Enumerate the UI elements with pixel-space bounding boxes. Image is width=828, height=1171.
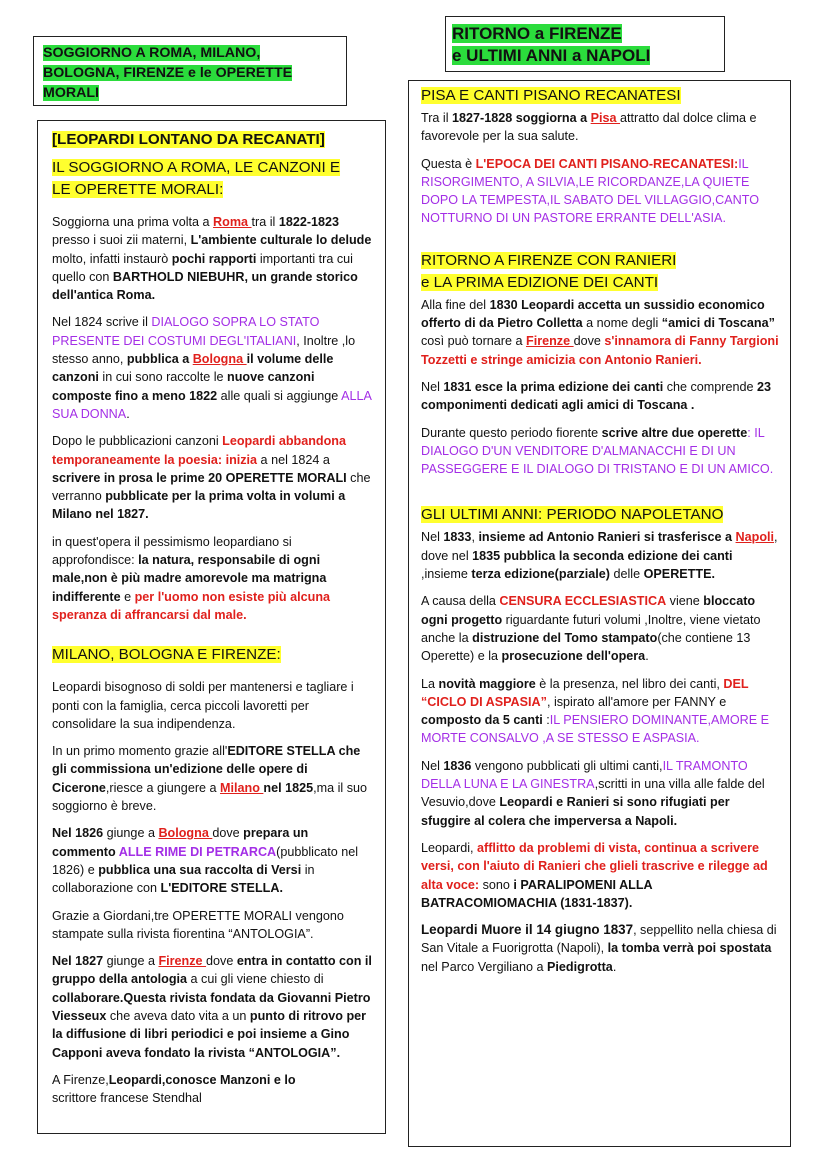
paragraph-pessimism: in quest'opera il pessimismo leopardiano si approfondisce: la natura, responsabile di ogni male,non è più madre amorevole ma matrigna indifferente e per l'uomo non esiste più alcuna speranza di affrancarsi dal male. — [52, 534, 331, 622]
paragraph-colletta: Alla fine del 1830 Leopardi accetta un sussidio economico offerto di da Pietro Colletta a nome degli “amici di Toscana” così può tornare a Firenze dove s'innamora di Fanny Targioni Tozzetti e stringe amicizia con Antonio Ranieri. — [421, 297, 779, 367]
left-title-box — [33, 36, 347, 106]
section-milano-heading: MILANO, BOLOGNA E FIRENZE: — [52, 646, 281, 664]
section-rome-heading-l1: IL SOGGIORNO A ROMA, LE CANZONI E — [52, 159, 341, 176]
section-napoli-heading: GLI ULTIMI ANNI: PERIODO NAPOLETANO — [421, 506, 724, 524]
paragraph-paralipomeni: Leopardi, afflitto da problemi di vista, continua a scrivere versi, con l'aiuto di Ranieri che glieli trascrive e rilegge ad alta voce: sono i PARALIPOMENI ALLA BATRACOMIOMACHIA (1831-1837). — [421, 840, 768, 910]
section-pisa-heading: PISA E CANTI PISANO RECANATESI — [421, 87, 681, 104]
paragraph-death: Leopardi Muore il 14 giugno 1837, seppellito nella chiesa di San Vitale a Fuorigrotta (Napoli), la tomba verrà poi spostata nel Parco Vergiliano a Piedigrotta. — [421, 922, 777, 974]
paragraph-giordani: Grazie a Giordani,tre OPERETTE MORALI vengono stampate sulla rivista fiorentina “ANTOLOGIA”. — [52, 908, 344, 941]
section-ranieri-heading-l1: RITORNO A FIRENZE CON RANIERI — [421, 251, 677, 269]
left-title-line3: MORALI — [43, 85, 99, 101]
right-title-line2: e ULTIMI ANNI a NAPOLI — [452, 46, 651, 65]
paragraph-stella: In un primo momento grazie all'EDITORE STELLA che gli commissiona un'edizione delle opere di Cicerone,riesce a giungere a Milano nel 1825,ma il suo soggiorno è breve. — [52, 744, 368, 814]
section-rome-heading-l2: LE OPERETTE MORALI: — [52, 181, 224, 198]
paragraph-canti-pisano: Questa è L'EPOCA DEI CANTI PISANO-RECANATESI:IL RISORGIMENTO, A SILVIA,LE RICORDANZE,LA QUIETE DOPO LA TEMPESTA,IL SABATO DEL VILLAGGIO,CANTO NOTTURNO DI UN PASTORE ERRANTE DELL'ASIA. — [421, 156, 760, 226]
left-header: [LEOPARDI LONTANO DA RECANATI] — [52, 131, 325, 148]
paragraph-rome-stay: Soggiorna una prima volta a Roma tra il 1822-1823 presso i suoi zii materni, L'ambiente culturale lo delude molto, infatti instaurò pochi rapporti importanti tra cui quello con BARTHOLD NIEBUHR, un grande storico dell'antica Roma. — [52, 215, 372, 303]
paragraph-pisa: Tra il 1827-1828 soggiorna a Pisa attratto dal dolce clima e favorevole per la sua salute. — [421, 111, 757, 144]
left-title-line2: BOLOGNA, FIRENZE e le OPERETTE — [43, 65, 293, 81]
paragraph-1836: Nel 1836 vengono pubblicati gli ultimi canti,IL TRAMONTO DELLA LUNA E LA GINESTRA,scritti in una villa alle falde del Vesuvio,dove Leopardi e Ranieri si sono rifugiati per sfuggire al colera che imperversa a Napoli. — [421, 758, 765, 828]
right-title-box — [445, 16, 725, 72]
left-column-box — [37, 120, 386, 1134]
section-ranieri-heading-l2: e LA PRIMA EDIZIONE DEI CANTI — [421, 273, 659, 291]
right-column-box — [408, 80, 791, 1147]
paragraph-censura: A causa della CENSURA ECCLESIASTICA viene bloccato ogni progetto riguardante futuri volumi ,Inoltre, viene vietato anche la distruzione del Tomo stampato(che contiene 13 Operette) e la prosecuzione dell'opera. — [421, 594, 761, 664]
paragraph-money: Leopardi bisognoso di soldi per mantenersi e tagliare i ponti con la famiglia, cerca piccoli lavoretti per consolidare la sua indipendenza. — [52, 680, 354, 731]
paragraph-firenze: Nel 1827 giunge a Firenze dove entra in contatto con il gruppo della antologia a cui gli viene chiesto di collaborare.Questa rivista fondata da Giovanni Pietro Viesseux che aveva dato vita a un punto di ritrovo per la diffusione di libri periodici e poi insieme a Gino Capponi aveva fondato la rivista “ANTOLOGIA”. — [52, 954, 372, 1060]
paragraph-1831: Nel 1831 esce la prima edizione dei canti che comprende 23 componimenti dedicati agli amici di Toscana . — [421, 379, 772, 413]
paragraph-1824: Nel 1824 scrive il DIALOGO SOPRA LO STATO PRESENTE DEI COSTUMI DEGL'ITALIANI, Inoltre ,lo stesso anno, pubblica a Bologna il volume delle canzoni in cui sono raccolte le nuove canzoni composte fino a meno 1822 alle quali si aggiunge ALLA SUA DONNA. — [52, 315, 372, 421]
right-title-line1: RITORNO a FIRENZE — [452, 24, 622, 43]
left-title-line1: SOGGIORNO A ROMA, MILANO, — [43, 45, 261, 61]
paragraph-napoli: Nel 1833, insieme ad Antonio Ranieri si trasferisce a Napoli, dove nel 1835 pubblica la seconda edizione dei canti ,insieme terza edizione(parziale) delle OPERETTE. — [421, 530, 778, 582]
paragraph-operette-due: Durante questo periodo fiorente scrive altre due operette: IL DIALOGO D'UN VENDITORE D'ALMANACCHI E DI UN PASSEGGERE E IL DIALOGO DI TRISTANO E DI UN AMICO. — [421, 425, 774, 477]
paragraph-operette: Dopo le pubblicazioni canzoni Leopardi abbandona temporaneamente la poesia: inizia a nel 1824 a scrivere in prosa le prime 20 OPERETTE MORALI che verranno pubblicate per la prima volta in volumi a Milano nel 1827. — [52, 434, 371, 522]
paragraph-manzoni: A Firenze,Leopardi,conosce Manzoni e lo scrittore francese Stendhal — [52, 1072, 296, 1106]
paragraph-bologna: Nel 1826 giunge a Bologna dove prepara un commento ALLE RIME DI PETRARCA(pubblicato nel 1826) e pubblica una sua raccolta di Versi in collaborazione con L'EDITORE STELLA. — [52, 826, 359, 896]
paragraph-aspasia: La novità maggiore è la presenza, nel libro dei canti, DEL “CICLO DI ASPASIA”, ispirato all'amore per FANNY e composto da 5 canti :IL PENSIERO DOMINANTE,AMORE E MORTE CONSALVO ,A SE STESSO E ASPASIA. — [421, 676, 770, 746]
